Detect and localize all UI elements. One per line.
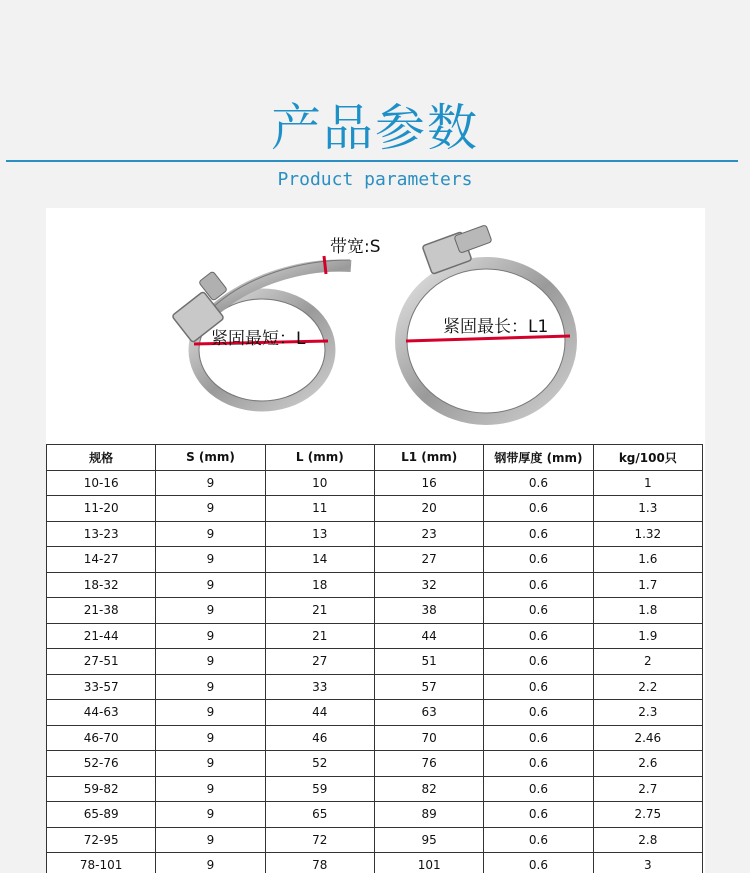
cell-weight: 2.8	[593, 827, 702, 853]
cell-l1: 27	[374, 547, 483, 573]
cell-spec: 27-51	[47, 649, 156, 675]
cell-l: 46	[265, 725, 374, 751]
cell-l1: 101	[374, 853, 483, 873]
cell-spec: 52-76	[47, 751, 156, 777]
cell-spec: 21-44	[47, 623, 156, 649]
cell-thickness: 0.6	[484, 598, 593, 624]
cell-l1: 51	[374, 649, 483, 675]
cell-l: 52	[265, 751, 374, 777]
cell-thickness: 0.6	[484, 623, 593, 649]
cell-s: 9	[156, 521, 265, 547]
table-row	[47, 521, 703, 547]
cell-thickness: 0.6	[484, 725, 593, 751]
cell-l1: 95	[374, 827, 483, 853]
cell-weight: 2.7	[593, 776, 702, 802]
cell-l1: 44	[374, 623, 483, 649]
cell-weight: 1.32	[593, 521, 702, 547]
cell-l1: 82	[374, 776, 483, 802]
cell-thickness: 0.6	[484, 853, 593, 873]
cell-spec: 33-57	[47, 674, 156, 700]
cell-l: 21	[265, 598, 374, 624]
cell-s: 9	[156, 700, 265, 726]
cell-weight: 2.75	[593, 802, 702, 828]
cell-s: 9	[156, 623, 265, 649]
table-row	[47, 470, 703, 496]
title-divider	[6, 160, 738, 162]
cell-s: 9	[156, 853, 265, 873]
page-subtitle: Product parameters	[277, 169, 473, 190]
cell-thickness: 0.6	[484, 751, 593, 777]
cell-l: 10	[265, 470, 374, 496]
cell-l: 65	[265, 802, 374, 828]
cell-l: 78	[265, 853, 374, 873]
cell-l1: 38	[374, 598, 483, 624]
spec-table-container	[46, 444, 705, 873]
table-row	[47, 572, 703, 598]
table-row	[47, 598, 703, 624]
cell-thickness: 0.6	[484, 521, 593, 547]
col-header-thickness: 钢带厚度 (mm)	[484, 445, 593, 471]
cell-thickness: 0.6	[484, 572, 593, 598]
cell-spec: 72-95	[47, 827, 156, 853]
cell-spec: 65-89	[47, 802, 156, 828]
cell-s: 9	[156, 547, 265, 573]
cell-s: 9	[156, 802, 265, 828]
cell-spec: 46-70	[47, 725, 156, 751]
cell-s: 9	[156, 725, 265, 751]
cell-weight: 2.2	[593, 674, 702, 700]
cell-l1: 89	[374, 802, 483, 828]
cell-s: 9	[156, 674, 265, 700]
cell-l1: 20	[374, 496, 483, 522]
table-row	[47, 674, 703, 700]
cell-l1: 23	[374, 521, 483, 547]
table-row	[47, 496, 703, 522]
clamp-diagram	[46, 208, 705, 448]
table-row	[47, 649, 703, 675]
col-header-spec: 规格	[47, 445, 156, 471]
cell-l1: 63	[374, 700, 483, 726]
cell-thickness: 0.6	[484, 802, 593, 828]
cell-l: 18	[265, 572, 374, 598]
cell-weight: 1.9	[593, 623, 702, 649]
table-row	[47, 776, 703, 802]
table-row	[47, 853, 703, 873]
cell-l: 33	[265, 674, 374, 700]
cell-weight: 1.6	[593, 547, 702, 573]
cell-weight: 2.6	[593, 751, 702, 777]
cell-s: 9	[156, 776, 265, 802]
cell-l: 27	[265, 649, 374, 675]
cell-s: 9	[156, 496, 265, 522]
col-header-weight: kg/100只	[593, 445, 702, 471]
cell-thickness: 0.6	[484, 674, 593, 700]
cell-spec: 11-20	[47, 496, 156, 522]
col-header-l: L (mm)	[265, 445, 374, 471]
cell-weight: 1.8	[593, 598, 702, 624]
cell-weight: 2.3	[593, 700, 702, 726]
cell-weight: 2.46	[593, 725, 702, 751]
band-width-label: 带宽:S	[330, 237, 381, 257]
cell-thickness: 0.6	[484, 496, 593, 522]
table-row	[47, 623, 703, 649]
cell-l: 13	[265, 521, 374, 547]
cell-spec: 21-38	[47, 598, 156, 624]
cell-l: 59	[265, 776, 374, 802]
cell-l1: 32	[374, 572, 483, 598]
cell-weight: 1	[593, 470, 702, 496]
table-row	[47, 547, 703, 573]
cell-l: 14	[265, 547, 374, 573]
cell-l1: 16	[374, 470, 483, 496]
cell-thickness: 0.6	[484, 547, 593, 573]
spec-table	[46, 444, 703, 873]
table-row	[47, 700, 703, 726]
table-row	[47, 827, 703, 853]
cell-thickness: 0.6	[484, 649, 593, 675]
cell-thickness: 0.6	[484, 470, 593, 496]
cell-thickness: 0.6	[484, 827, 593, 853]
min-length-label: 紧固最短：L	[211, 329, 306, 349]
cell-s: 9	[156, 751, 265, 777]
band-width-marker	[324, 256, 326, 274]
cell-l1: 57	[374, 674, 483, 700]
cell-s: 9	[156, 470, 265, 496]
col-header-l1: L1 (mm)	[374, 445, 483, 471]
page-title: 产品参数	[271, 99, 479, 157]
table-row	[47, 751, 703, 777]
cell-spec: 10-16	[47, 470, 156, 496]
cell-thickness: 0.6	[484, 776, 593, 802]
cell-s: 9	[156, 827, 265, 853]
cell-spec: 44-63	[47, 700, 156, 726]
cell-spec: 18-32	[47, 572, 156, 598]
table-row	[47, 802, 703, 828]
cell-s: 9	[156, 572, 265, 598]
col-header-s: S (mm)	[156, 445, 265, 471]
cell-l: 21	[265, 623, 374, 649]
cell-l: 44	[265, 700, 374, 726]
cell-spec: 13-23	[47, 521, 156, 547]
cell-weight: 1.7	[593, 572, 702, 598]
max-length-label: 紧固最长：L1	[443, 317, 549, 337]
cell-thickness: 0.6	[484, 700, 593, 726]
cell-weight: 2	[593, 649, 702, 675]
cell-weight: 3	[593, 853, 702, 873]
cell-l1: 70	[374, 725, 483, 751]
cell-l1: 76	[374, 751, 483, 777]
table-row	[47, 725, 703, 751]
cell-s: 9	[156, 649, 265, 675]
cell-spec: 78-101	[47, 853, 156, 873]
table-body	[47, 470, 703, 873]
cell-l: 72	[265, 827, 374, 853]
cell-spec: 59-82	[47, 776, 156, 802]
cell-l: 11	[265, 496, 374, 522]
cell-spec: 14-27	[47, 547, 156, 573]
cell-s: 9	[156, 598, 265, 624]
table-header-row	[47, 445, 703, 471]
cell-weight: 1.3	[593, 496, 702, 522]
